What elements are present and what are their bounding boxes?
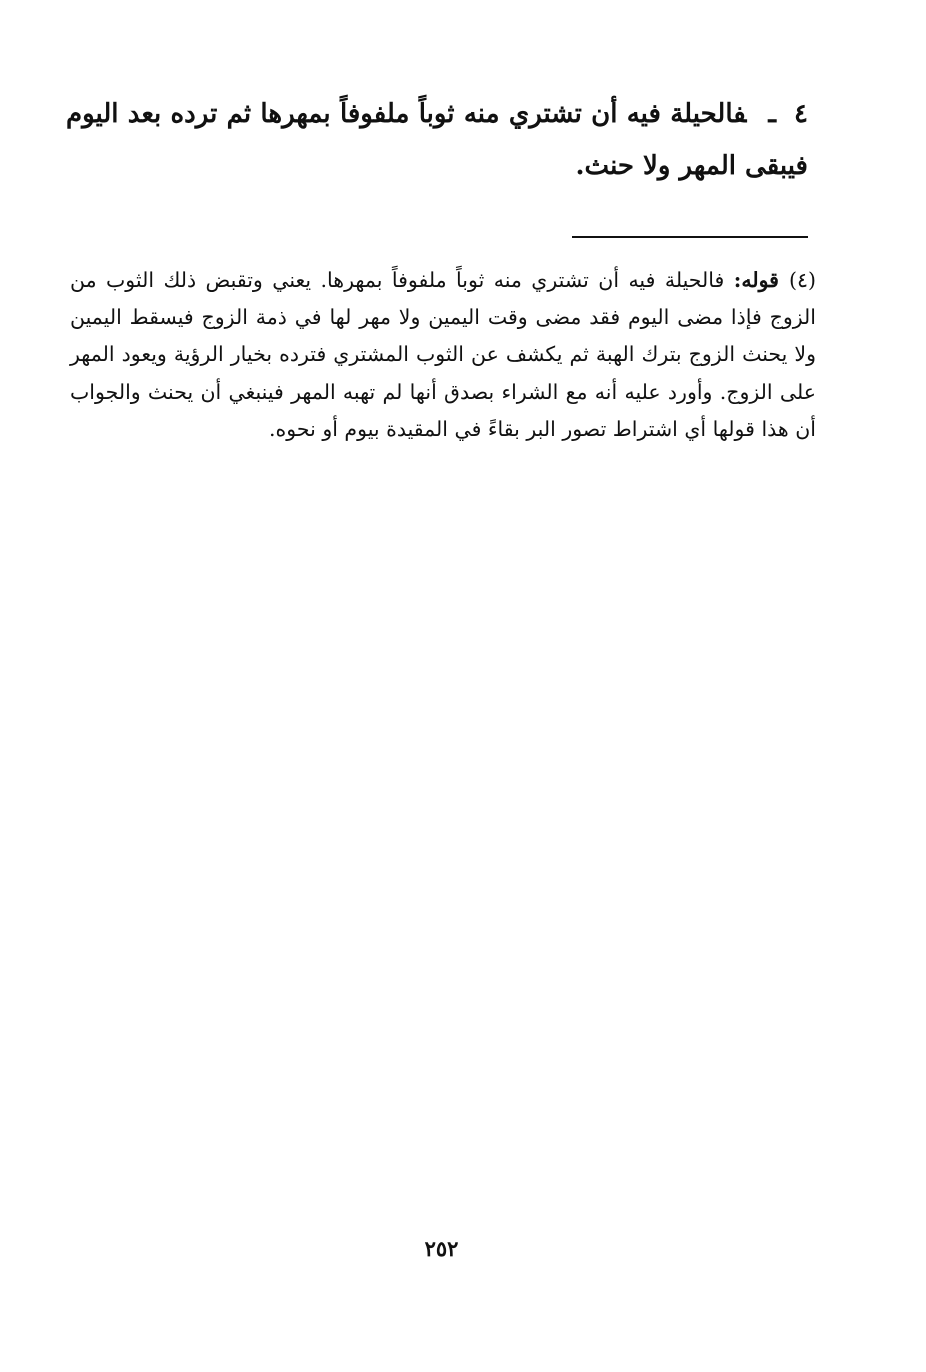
footnote-keyword: قوله: bbox=[733, 268, 779, 292]
page-number: ٢٥٢ bbox=[424, 1236, 459, 1261]
item-dash: ـ bbox=[768, 99, 777, 129]
main-item-text: فالحيلة فيه أن تشتري منه ثوباً ملفوفاً بمهرها ثم ترده بعد اليوم فيبقى المهر ولا حنث. bbox=[66, 99, 808, 181]
footnote-reference: (٤) bbox=[788, 268, 816, 292]
footnote-separator bbox=[572, 236, 808, 238]
footnote-text: فالحيلة فيه أن تشتري منه ثوباً ملفوفاً بمهرها. يعني وتقبض ذلك الثوب من الزوج فإذا مضى اليوم فقد مضى وقت اليمين ولا مهر لها في ذمة الزوج فيسقط اليمين ولا يحنث الزوج بترك الهبة ثم يكشف عن الثوب المشتري فترده بخيار الرؤية ويعود المهر على الزوج. وأورد عليه أنه مع الشراء بصدق أنها لم تهبه المهر فينبغي أن يحنث والجواب أن هذا قولها أي اشتراط تصور البر بقاءً في المقيدة بيوم أو نحوه. bbox=[70, 268, 816, 441]
footnote-paragraph bbox=[70, 262, 816, 448]
main-item-paragraph bbox=[66, 88, 808, 192]
item-number: ٤ bbox=[794, 99, 808, 129]
